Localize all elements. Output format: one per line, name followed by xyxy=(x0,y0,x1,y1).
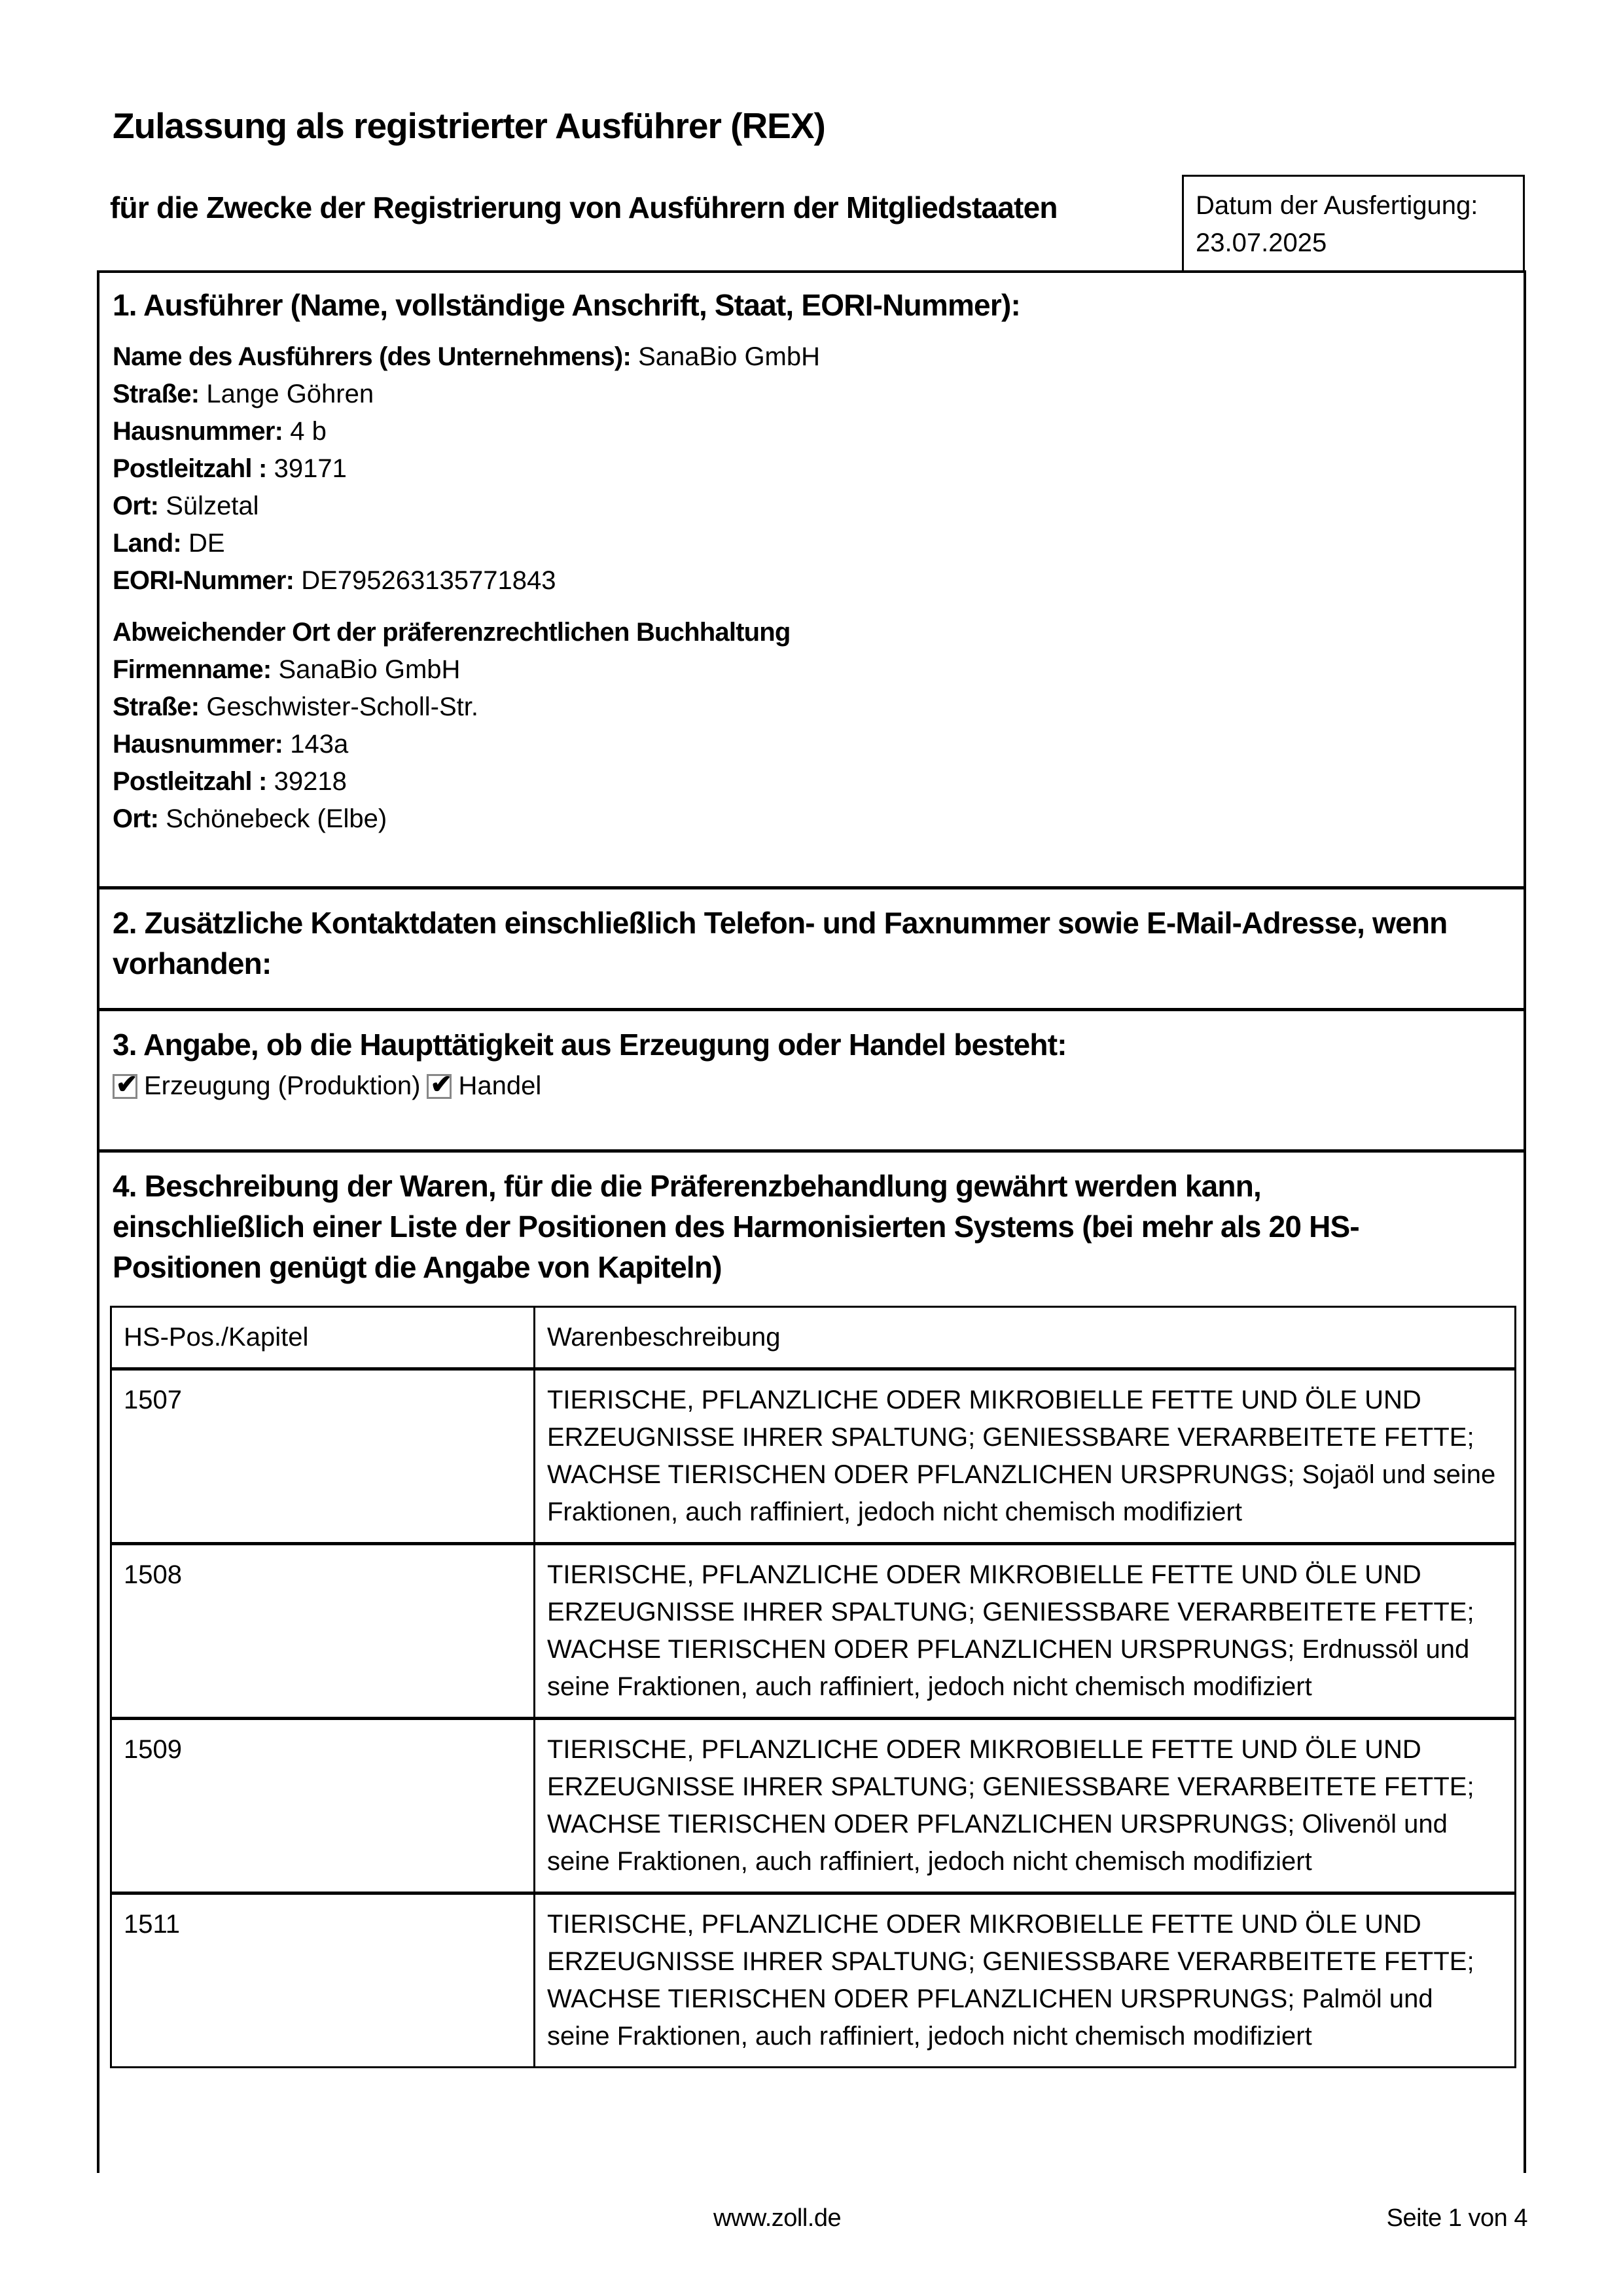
field-value: Lange Göhren xyxy=(206,380,374,408)
cell-description: TIERISCHE, PFLANZLICHE ODER MIKROBIELLE FETTE UND ÖLE UND ERZEUGNISSE IHRER SPALTUNG; GENIESSBARE VERARBEITETE FETTE; WACHSE TIERISCHEN ODER PFLANZLICHEN URSPRUNGS; Palmöl und seine Fraktionen, auch raffiniert, jedoch nicht chemisch modifiziert xyxy=(535,1893,1516,2068)
column-header-hs: HS-Pos./Kapitel xyxy=(111,1307,535,1369)
section-exporter xyxy=(99,285,1524,838)
field-label: Ort: xyxy=(113,492,159,520)
field-value: SanaBio GmbH xyxy=(278,655,461,684)
field-label: Name des Ausführers (des Unternehmens): xyxy=(113,342,631,371)
form-frame xyxy=(97,270,1526,2173)
field-house-number xyxy=(113,413,1524,450)
cell-hs: 1509 xyxy=(111,1719,535,1893)
hs-positions-table xyxy=(110,1306,1516,2068)
field-eori-number xyxy=(113,562,1524,600)
section-main-activity-title: 3. Angabe, ob die Haupttätigkeit aus Erzeugung oder Handel besteht: xyxy=(113,1028,1067,1062)
table-row xyxy=(111,1719,1516,1893)
field-street xyxy=(113,376,1524,413)
field-label: Hausnummer: xyxy=(113,730,283,759)
checkbox-production[interactable] xyxy=(113,1069,138,1099)
section-goods-title: 4. Beschreibung der Waren, für die die Präferenzbehandlung gewährt werden kann, einschließlich einer Liste der Positionen des Harmonisierten Systems (bei mehr als 20 HS-Positionen genügt die Angabe von Kapiteln) xyxy=(113,1169,1359,1284)
field-accounting-house-number xyxy=(113,726,1524,763)
accounting-location-heading: Abweichender Ort der präferenzrechtlichen Buchhaltung xyxy=(113,618,791,647)
field-value: DE xyxy=(188,529,225,558)
field-exporter-name xyxy=(113,338,1524,376)
field-accounting-street xyxy=(113,689,1524,726)
section-contact xyxy=(99,903,1524,984)
field-value: DE795263135771843 xyxy=(301,566,556,595)
field-label: Ort: xyxy=(113,804,159,833)
field-value: SanaBio GmbH xyxy=(638,342,821,371)
field-label: Postleitzahl : xyxy=(113,767,267,796)
field-label: Hausnummer: xyxy=(113,417,283,446)
footer-website-link[interactable]: www.zoll.de xyxy=(713,2204,842,2232)
section-goods xyxy=(99,1166,1524,1287)
cell-description: TIERISCHE, PFLANZLICHE ODER MIKROBIELLE FETTE UND ÖLE UND ERZEUGNISSE IHRER SPALTUNG; GENIESSBARE VERARBEITETE FETTE; WACHSE TIERISCHEN ODER PFLANZLICHEN URSPRUNGS; Erdnussöl und seine Fraktionen, auch raffiniert, jedoch nicht chemisch modifiziert xyxy=(535,1544,1516,1719)
section-divider xyxy=(99,1008,1524,1011)
field-accounting-city xyxy=(113,800,1524,838)
issue-date-value: 23.07.2025 xyxy=(1196,228,1327,257)
field-postal-code xyxy=(113,450,1524,488)
issue-date-label: Datum der Ausfertigung: xyxy=(1196,191,1478,220)
cell-description: TIERISCHE, PFLANZLICHE ODER MIKROBIELLE FETTE UND ÖLE UND ERZEUGNISSE IHRER SPALTUNG; GENIESSBARE VERARBEITETE FETTE; WACHSE TIERISCHEN ODER PFLANZLICHEN URSPRUNGS; Olivenöl und seine Fraktionen, auch raffiniert, jedoch nicht chemisch modifiziert xyxy=(535,1719,1516,1893)
checkbox-trade-label: Handel xyxy=(458,1071,542,1100)
cell-hs: 1508 xyxy=(111,1544,535,1719)
checkbox-trade[interactable] xyxy=(427,1069,452,1099)
section-divider xyxy=(99,1149,1524,1153)
document-subtitle: für die Zwecke der Registrierung von Ausführern der Mitgliedstaaten xyxy=(110,190,1058,224)
section-exporter-title: 1. Ausführer (Name, vollständige Anschrift, Staat, EORI-Nummer): xyxy=(113,288,1020,322)
field-value: Geschwister-Scholl-Str. xyxy=(206,692,479,721)
field-city xyxy=(113,488,1524,525)
issue-date-box xyxy=(1182,175,1525,272)
field-label: Straße: xyxy=(113,380,200,408)
field-value: 4 b xyxy=(290,417,327,446)
field-value: 39218 xyxy=(274,767,347,796)
section-divider xyxy=(99,886,1524,889)
field-value: Schönebeck (Elbe) xyxy=(166,804,387,833)
table-row xyxy=(111,1544,1516,1719)
table-row xyxy=(111,1369,1516,1544)
cell-hs: 1511 xyxy=(111,1893,535,2068)
field-company-name xyxy=(113,651,1524,689)
field-accounting-postal-code xyxy=(113,763,1524,800)
field-country xyxy=(113,525,1524,562)
checkmark-icon: ✔ xyxy=(116,1069,138,1099)
checkmark-icon: ✔ xyxy=(430,1069,452,1099)
field-value: 143a xyxy=(290,730,349,759)
section-contact-title: 2. Zusätzliche Kontaktdaten einschließlich Telefon- und Faxnummer sowie E-Mail-Adresse, wenn vorhanden: xyxy=(113,906,1448,980)
table-row xyxy=(111,1893,1516,2068)
field-label: Straße: xyxy=(113,692,200,721)
field-label: Firmenname: xyxy=(113,655,272,684)
field-label: Postleitzahl : xyxy=(113,454,267,483)
checkbox-production-label: Erzeugung (Produktion) xyxy=(144,1071,421,1100)
footer-page-indicator: Seite 1 von 4 xyxy=(1386,2204,1527,2232)
document-title: Zulassung als registrierter Ausführer (REX) xyxy=(113,105,825,146)
field-value: 39171 xyxy=(274,454,347,483)
cell-description: TIERISCHE, PFLANZLICHE ODER MIKROBIELLE FETTE UND ÖLE UND ERZEUGNISSE IHRER SPALTUNG; GENIESSBARE VERARBEITETE FETTE; WACHSE TIERISCHEN ODER PFLANZLICHEN URSPRUNGS; Sojaöl und seine Fraktionen, auch raffiniert, jedoch nicht chemisch modifiziert xyxy=(535,1369,1516,1544)
column-header-description: Warenbeschreibung xyxy=(535,1307,1516,1369)
table-header-row xyxy=(111,1307,1516,1369)
field-value: Sülzetal xyxy=(166,492,259,520)
section-main-activity xyxy=(99,1024,1524,1105)
field-label: Land: xyxy=(113,529,181,558)
field-label: EORI-Nummer: xyxy=(113,566,294,595)
cell-hs: 1507 xyxy=(111,1369,535,1544)
activity-options xyxy=(113,1067,1524,1105)
